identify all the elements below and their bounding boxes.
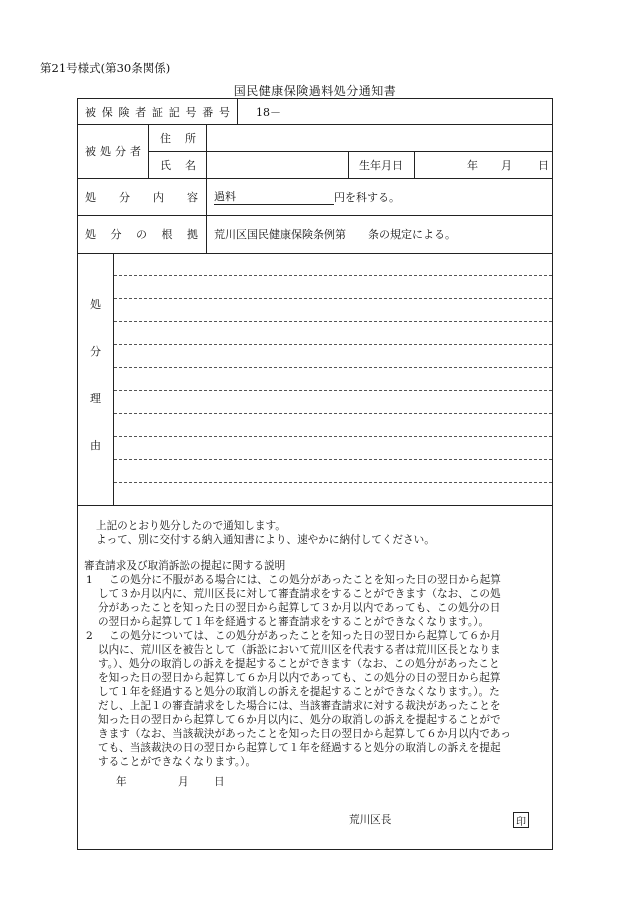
- col-divider: [113, 253, 114, 505]
- form-frame: [77, 98, 553, 850]
- item-1-line: して３か月以内に、荒川区長に対して審査請求をすることができます（なお、この処: [98, 588, 501, 600]
- date-day: 日: [214, 776, 225, 788]
- insured-label: 被 保 険 者 証 記 号 番 号: [85, 105, 230, 119]
- col-divider: [414, 151, 415, 178]
- birth-month: 月: [501, 158, 512, 172]
- row-divider: [78, 253, 552, 254]
- item-2-line: ても、当該裁決の日の翌日から起算して１年を経過すると処分の取消しの訴えを提起: [98, 742, 501, 754]
- form-number: 第21号様式(第30条関係): [40, 61, 171, 75]
- item-1-number: 1: [86, 574, 93, 586]
- item-2-line: することができなくなります。）。: [98, 756, 257, 768]
- punished-label: 被 処 分 者: [85, 145, 141, 158]
- item-2-line: この処分については、この処分があったことを知った日の翌日から起算して６か月: [109, 630, 501, 642]
- item-2-line: す。）、処分の取消しの訴えを提起することができます（なお、この処分があったこと: [98, 658, 500, 670]
- reason-dotted-line: [114, 321, 552, 322]
- reason-dotted-line: [114, 344, 552, 345]
- reason-dotted-line: [114, 390, 552, 391]
- content-label: 処 分 内 容: [85, 190, 198, 204]
- reason-dotted-line: [114, 275, 552, 276]
- content-text: [214, 178, 400, 215]
- insured-value: 18－: [256, 105, 281, 119]
- date-year: 年: [116, 776, 127, 788]
- birth-label: 生年月日: [359, 158, 403, 172]
- item-2-number: 2: [86, 630, 93, 642]
- birth-year: 年: [467, 158, 478, 172]
- item-1-line: の翌日から起算して１年を経過すると審査請求をすることができなくなります。）。: [98, 616, 490, 628]
- row-divider: [78, 505, 552, 506]
- item-1-line: 分があったことを知った日の翌日から起算して３か月以内であっても、この処分の日: [98, 602, 501, 614]
- explanation-heading: 審査請求及び取消訴訟の提起に関する説明: [84, 560, 286, 572]
- col-divider: [237, 99, 238, 124]
- basis-text: 荒川区国民健康保険条例第 条の規定による。: [214, 228, 456, 241]
- notice-line-2: よって、別に交付する納入通知書により、速やかに納付してください。: [96, 534, 435, 546]
- reason-dotted-line: [114, 482, 552, 483]
- item-2-line: だし、上記１の審査請求をした場合には、当該審査請求に対する裁決があったことを: [98, 700, 501, 712]
- reason-dotted-line: [114, 436, 552, 437]
- name-label: 氏 名: [160, 158, 196, 172]
- basis-label: 処 分 の 根 拠: [85, 228, 198, 241]
- reason-dotted-line: [114, 413, 552, 414]
- col-divider: [206, 178, 207, 253]
- row-divider: [78, 124, 552, 125]
- item-2-line: きます（なお、当該裁決があったことを知った日の翌日から起算して６か月以内であっ: [98, 728, 511, 740]
- item-2-line: 知った日の翌日から起算して６か月以内に、処分の取消しの訴えを提起することがで: [98, 714, 501, 726]
- issuer-name: 荒川区長: [349, 814, 392, 826]
- item-2-line: して１年を経過すると処分の取消しの訴えを提起することができなくなります。）。た: [98, 686, 500, 698]
- reason-dotted-line: [114, 298, 552, 299]
- content-suffix: 円を科する。: [334, 190, 400, 204]
- seal-mark: 印: [513, 812, 529, 828]
- reason-char: 処: [90, 298, 101, 311]
- col-divider: [148, 124, 149, 178]
- reason-char: 由: [90, 439, 101, 452]
- reason-dotted-line: [114, 459, 552, 460]
- fine-amount-field: 過料: [214, 188, 334, 205]
- birth-day: 日: [538, 158, 549, 172]
- reason-dotted-line: [114, 367, 552, 368]
- item-1-line: この処分に不服がある場合には、この処分があったことを知った日の翌日から起算: [109, 574, 501, 586]
- reason-char: 理: [90, 392, 101, 405]
- reason-char: 分: [90, 345, 101, 358]
- item-2-line: 以内に、荒川区を被告として（訴訟において荒川区を代表する者は荒川区長となりま: [98, 644, 501, 656]
- notice-line-1: 上記のとおり処分したので通知します。: [96, 520, 286, 532]
- date-month: 月: [178, 776, 189, 788]
- item-2-line: を知った日の翌日から起算して６か月以内であっても、この処分の日の翌日から起算: [98, 672, 501, 684]
- document-title: 国民健康保険過料処分通知書: [233, 84, 397, 98]
- col-divider: [206, 124, 207, 178]
- address-label: 住 所: [160, 131, 196, 145]
